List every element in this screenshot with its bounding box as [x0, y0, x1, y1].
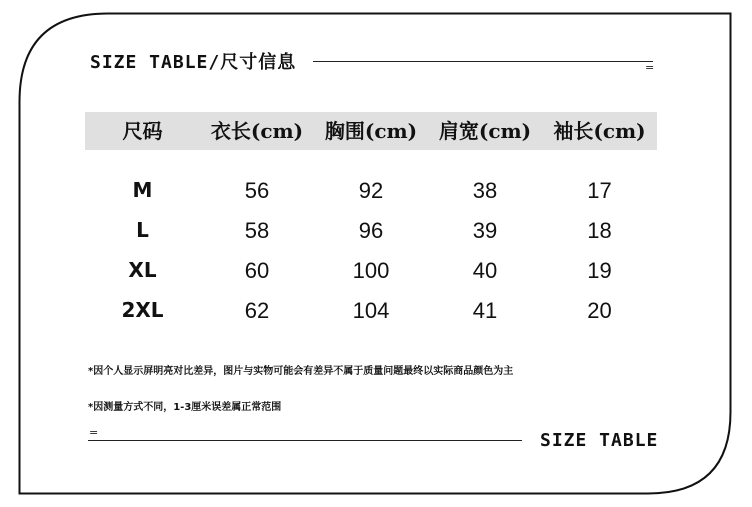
header-length: 衣长(cm) [210, 119, 304, 143]
table-header-row [85, 112, 657, 150]
page-title: SIZE TABLE/尺寸信息 [90, 52, 297, 73]
table-cell-sleeve: 19 [587, 258, 612, 283]
header-size: 尺码 [122, 119, 163, 143]
table-cell-size: 2XL [121, 298, 164, 322]
footer-divider [88, 440, 522, 441]
table-cell-shoulder: 38 [472, 178, 498, 203]
table-cell-size: XL [128, 258, 157, 282]
table-cell-shoulder: 41 [472, 298, 498, 323]
table-cell-length: 56 [244, 178, 270, 203]
table-cell-chest: 100 [352, 258, 390, 283]
card-frame [18, 12, 732, 495]
table-cell-chest: 104 [352, 298, 390, 323]
measurement-note: *因测量方式不同，1-3厘米误差属正常范围 [88, 402, 282, 413]
table-cell-length: 58 [244, 218, 270, 243]
table-cell-sleeve: 17 [587, 178, 612, 203]
table-cell-sleeve: 20 [587, 298, 612, 323]
header-sleeve: 袖长(cm) [553, 119, 646, 143]
table-cell-shoulder: 40 [472, 258, 498, 283]
table-cell-sleeve: 18 [587, 218, 612, 243]
table-cell-shoulder: 39 [472, 218, 498, 243]
top-mark: = [645, 61, 655, 74]
bottom-mark: = [89, 426, 99, 439]
display-disclaimer-note: *因个人显示屏明亮对比差异，图片与实物可能会有差异不属于质量问题最终以实际商品颜色为主 [88, 366, 514, 377]
table-cell-length: 60 [244, 258, 270, 283]
table-cell-chest: 96 [358, 218, 384, 243]
table-cell-size: M [132, 178, 153, 202]
table-cell-size: L [136, 218, 149, 242]
header-shoulder: 肩宽(cm) [438, 119, 532, 143]
header-chest: 胸围(cm) [324, 119, 418, 143]
table-cell-length: 62 [244, 298, 270, 323]
footer-title: SIZE TABLE [540, 430, 659, 451]
table-cell-chest: 92 [358, 178, 384, 203]
title-divider [313, 61, 653, 62]
